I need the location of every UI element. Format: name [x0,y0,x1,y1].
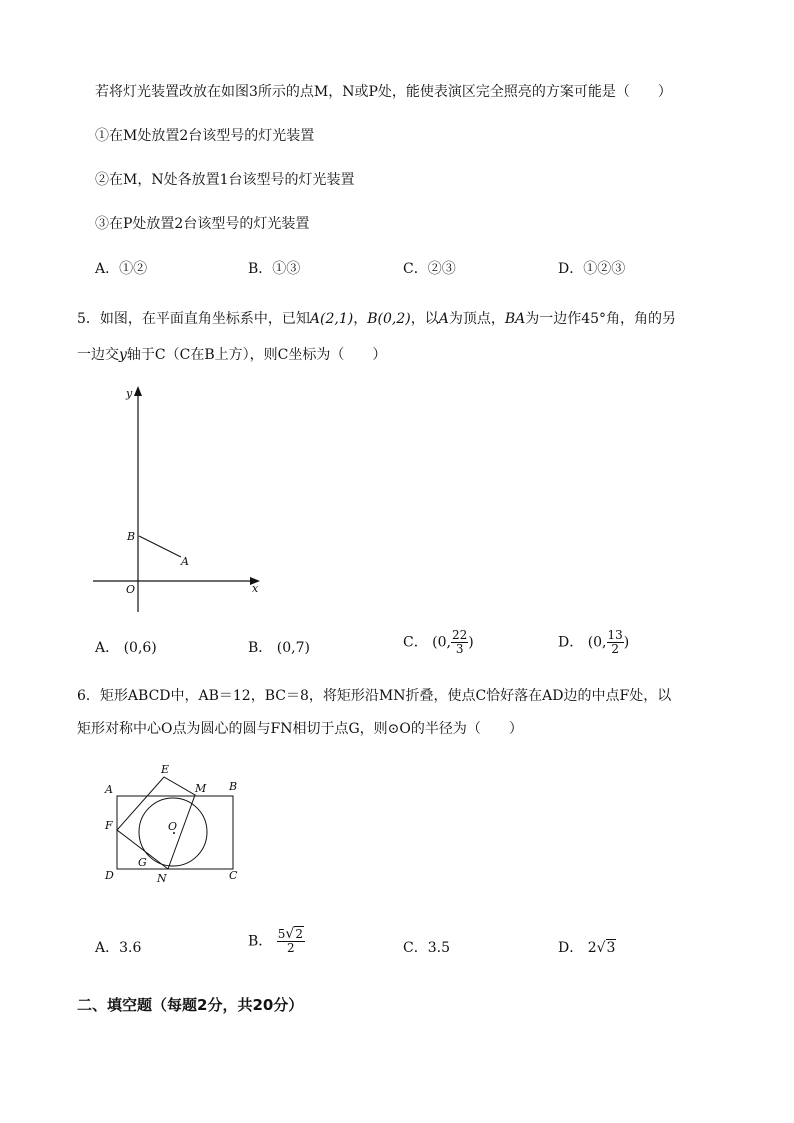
label-g: G [138,856,147,869]
label-c: C [229,869,238,882]
section-2-heading: 二、填空题（每题2分，共20分） [77,996,304,1014]
q6-stem-line2: 矩形对称中心O点为圆心的圆与FN相切于点G，则⊙O的半径为（ ） [77,721,523,737]
label-o: O [168,820,178,833]
q4-stem: 若将灯光装置改放在如图3所示的点M，N或P处，能使表演区完全照亮的方案可能是（ ） [95,84,672,100]
y-axis-label: y [126,387,133,400]
label-b: B [229,780,238,793]
q5-option-b: B． (0,7) [248,640,310,656]
fraction-b: $\frac{5√2}{2}$ [277,926,303,955]
segment-ba [139,536,181,557]
q6-rectangle-figure [98,762,248,887]
q4-item-3: ③在P处放置2台该型号的灯光装置 [95,216,310,232]
label-d: D [105,869,114,882]
q6-stem-line1: 6．矩形ABCD中，AB＝12，BC＝8，将矩形沿MN折叠，使点C恰好落在AD边的中点F处，以 [77,688,672,704]
q5-option-c: C． (0, $\frac{22}{3}$ ) [403,628,474,656]
point-b-label: B [127,530,136,543]
q5-option-a: A． (0,6) [95,640,157,656]
fraction-d: $\frac{13}{2}$ [607,628,623,656]
q5-coordinate-figure [88,382,268,617]
q4-option-a: A．①② [95,261,148,277]
q4-item-2: ②在M，N处各放置1台该型号的灯光装置 [95,172,355,188]
q6-option-d: D． 2√3 [558,940,616,956]
point-a-label: A [181,555,189,568]
label-m: M [195,782,207,795]
x-axis-label: x [252,582,259,595]
q5-stem-line2: 一边交y轴于C（C在B上方），则C坐标为（ ） [77,347,387,363]
q4-option-c: C．②③ [403,261,456,277]
label-e: E [161,763,170,776]
label-f: F [105,819,113,832]
q5-stem-line1: 5．如图，在平面直角坐标系中，已知A(2,1)，B(0,2)，以A为顶点，BA为一边作45°角，角的另 [77,311,677,327]
y-axis-arrow [134,386,142,396]
label-a: A [105,783,113,796]
q5-option-d: D． (0, $\frac{13}{2}$ ) [558,628,630,656]
fraction-c: $\frac{22}{3}$ [452,628,468,656]
q6-option-a: A．3.6 [95,940,142,956]
q6-option-b: B． $\frac{5√2}{2}$ [248,926,303,955]
q4-option-b: B．①③ [248,261,301,277]
origin-label: O [126,583,136,596]
q6-option-c: C．3.5 [403,940,450,956]
q4-option-d: D．①②③ [558,261,626,277]
q4-item-1: ①在M处放置2台该型号的灯光装置 [95,128,315,144]
folded-quadrilateral [117,777,195,869]
label-n: N [157,872,167,885]
